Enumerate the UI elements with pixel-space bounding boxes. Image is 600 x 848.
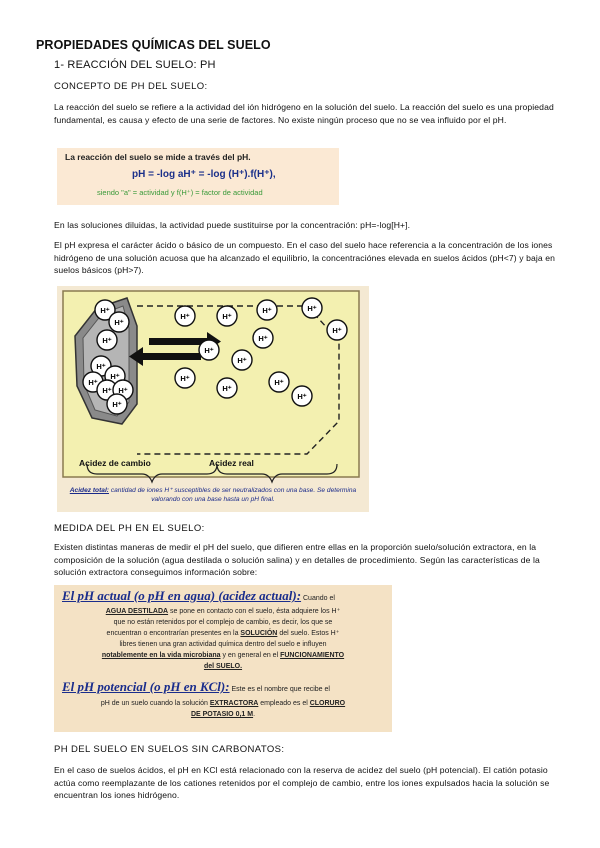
caption-text: cantidad de iones H⁺ susceptibles de ser neutralizados con una base. Se determina valorando con una base hasta un pH final. xyxy=(108,487,357,503)
box-line-3: que no están retenidos por el complejo de cambio, es decir, los que se xyxy=(113,619,333,626)
box-line-1-tail: Cuando el xyxy=(301,595,335,602)
hydrogen-ion-label: H⁺ xyxy=(114,318,124,327)
ph-types-box xyxy=(54,585,392,732)
figure-caption xyxy=(63,486,363,504)
box-line-8 xyxy=(62,681,384,695)
box-line-1 xyxy=(62,590,384,604)
box-line-10 xyxy=(62,709,384,720)
box-line-4-post: del suelo. Estos H⁺ xyxy=(277,630,340,637)
hydrogen-ion-label: H⁺ xyxy=(222,312,232,321)
term-funcionamiento: FUNCIONAMIENTO xyxy=(280,652,345,659)
hydrogen-ion-label: H⁺ xyxy=(204,346,214,355)
subheading-concept: CONCEPTO DE PH DEL SUELO: xyxy=(54,81,208,92)
box-line-2 xyxy=(62,606,384,617)
paragraph-2: En las soluciones diluidas, la actividad puede sustituirse por la concentración: pH=-log[H+]. xyxy=(54,220,411,230)
box-line-5: libres tienen una gran actividad química dentro del suelo e influyen xyxy=(119,641,327,648)
paragraph-4: Existen distintas maneras de medir el pH del suelo, que difieren entre ellas en la proporción suelo/solución extractora, en la composición de la solución (agua destilada o solución salina) y en detalles de procedimiento. Según las características de la solución extractora conseguimos información sobre: xyxy=(54,542,540,577)
box-line-9 xyxy=(62,698,384,709)
hydrogen-ion-label: H⁺ xyxy=(88,378,98,387)
formula-legend: siendo "a" = actividad y f(H⁺) = factor de actividad xyxy=(97,188,263,197)
paragraph-1: La reacción del suelo se refiere a la actividad del ión hidrógeno en la solución del suelo. La reacción del suelo es una propiedad fundamental, es causa y efecto de una serie de factores. No existe ningún proceso que no se vea influido por el pH. xyxy=(54,102,554,125)
box-line-6 xyxy=(62,650,384,661)
hydrogen-ion-label: H⁺ xyxy=(110,372,120,381)
hydrogen-ion-label: H⁺ xyxy=(237,356,247,365)
hydrogen-ion-label: H⁺ xyxy=(102,386,112,395)
subheading-measure: MEDIDA DEL PH EN EL SUELO: xyxy=(54,523,205,534)
formula-equation: pH = -log aH⁺ = -log (H⁺).f(H⁺), xyxy=(132,169,276,180)
caption-term: Acidez total: xyxy=(69,487,109,494)
hydrogen-ion-label: H⁺ xyxy=(332,326,342,335)
hydrogen-ion-label: H⁺ xyxy=(222,384,232,393)
box-line-10-post: . xyxy=(253,711,256,718)
box-line-6-mid: y en general en el xyxy=(220,652,281,659)
hydrogen-ion-label: H⁺ xyxy=(118,386,128,395)
hydrogen-ion-label: H⁺ xyxy=(262,306,272,315)
term-extractora: EXTRACTORA xyxy=(209,700,259,707)
term-kcl-concentration: DE POTASIO 0,1 M xyxy=(190,711,254,718)
box-line-4-pre: encuentran o encontrarían presentes en la xyxy=(106,630,241,637)
ph-potential-title: El pH potencial (o pH en KCl): xyxy=(62,679,230,694)
term-cloruro: CLORURO xyxy=(309,700,346,707)
box-line-4 xyxy=(62,628,384,639)
acidity-figure xyxy=(57,286,369,512)
term-solucion: SOLUCIÓN xyxy=(240,630,278,637)
hydrogen-ion-label: H⁺ xyxy=(96,362,106,371)
box-line-2-text: se pone en contacto con el suelo, ésta adquiere los H⁺ xyxy=(168,608,341,615)
acidity-diagram xyxy=(57,286,369,486)
term-vida-microbiana: notablemente en la vida microbiana xyxy=(101,652,221,659)
box-line-8-tail: Este es el nombre que recibe el xyxy=(229,686,330,693)
ph-actual-title: El pH actual (o pH en agua) (acidez actual): xyxy=(62,588,302,603)
label-exchange-acidity: Acidez de cambio xyxy=(79,458,151,468)
formula-intro: La reacción del suelo se mide a través del pH. xyxy=(65,152,251,162)
box-line-9-mid: empleado es el xyxy=(258,700,310,707)
hydrogen-ion-label: H⁺ xyxy=(258,334,268,343)
box-line-7 xyxy=(62,661,384,672)
hydrogen-ion-label: H⁺ xyxy=(180,374,190,383)
hydrogen-ion-label: H⁺ xyxy=(274,378,284,387)
term-agua-destilada: AGUA DESTILADA xyxy=(105,608,169,615)
section-heading: 1- REACCIÓN DEL SUELO: PH xyxy=(54,59,216,71)
term-del-suelo: del SUELO. xyxy=(203,663,243,670)
box-line-9-pre: pH de un suelo cuando la solución xyxy=(100,700,210,707)
hydrogen-ion-label: H⁺ xyxy=(307,304,317,313)
paragraph-3: El pH expresa el carácter ácido o básico de un compuesto. En el caso del suelo hace referencia a la concentración de los iones hidrógeno de una solución acuosa que ha alcanzado el equilibrio, la concentraciónes elevada en suelos ácidos (pH<7) y baja en suelos básicos (pH>7). xyxy=(54,240,556,275)
hydrogen-ion-label: H⁺ xyxy=(180,312,190,321)
hydrogen-ion-label: H⁺ xyxy=(100,306,110,315)
paragraph-5: En el caso de suelos ácidos, el pH en KCl está relacionado con la reserva de acidez del suelo (pH potencial). El catión potasio actúa como reemplazante de los cationes retenidos por el complejo de cambio, entre los iones expulsados hacia la solución se encuentran los iones hidrógeno. xyxy=(54,765,550,800)
hydrogen-ion-label: H⁺ xyxy=(102,336,112,345)
formula-box xyxy=(57,148,339,205)
label-real-acidity: Acidez real xyxy=(209,458,254,468)
hydrogen-ion-label: H⁺ xyxy=(297,392,307,401)
document-title: PROPIEDADES QUÍMICAS DEL SUELO xyxy=(36,38,271,52)
subheading-no-carbonates: PH DEL SUELO EN SUELOS SIN CARBONATOS: xyxy=(54,744,285,755)
hydrogen-ion-label: H⁺ xyxy=(112,400,122,409)
